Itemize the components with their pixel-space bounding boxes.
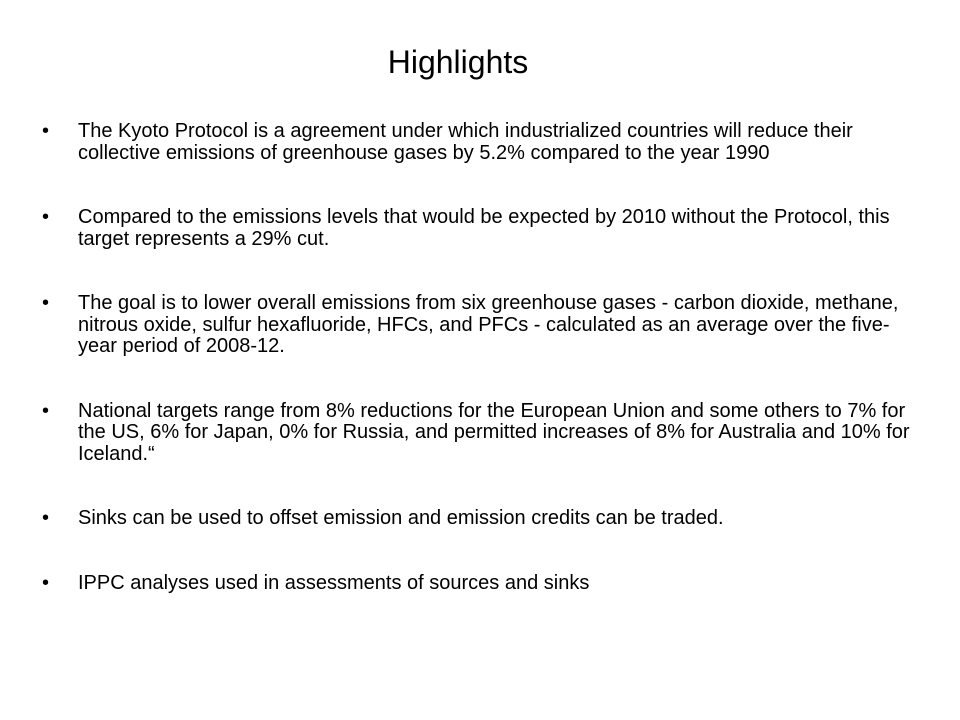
bullet-item xyxy=(42,293,912,358)
bullet-item xyxy=(42,508,912,530)
bullet-item xyxy=(42,401,912,466)
bullet-text: Compared to the emissions levels that would be expected by 2010 without the Protocol, this target represents a 29% cut. xyxy=(78,206,890,250)
bullet-text: The goal is to lower overall emissions from six greenhouse gases - carbon dioxide, methane, nitrous oxide, sulfur hexafluoride, HFCs, and PFCs - calculated as an average over the five-year period of 2008-12. xyxy=(78,292,899,357)
bullet-text: IPPC analyses used in assessments of sources and sinks xyxy=(78,571,590,594)
bullet-icon: • xyxy=(42,120,50,142)
bullet-icon: • xyxy=(42,206,50,228)
bullet-icon: • xyxy=(42,571,50,594)
slide-title: Highlights xyxy=(387,44,529,80)
bullet-item xyxy=(42,121,912,164)
bullet-icon: • xyxy=(42,399,50,422)
bullet-text: Sinks can be used to offset emission and emission credits can be traded. xyxy=(78,507,724,529)
bullet-text: The Kyoto Protocol is a agreement under which industrialized countries will reduce their collective emissions of greenhouse gases by 5.2% compared to the year 1990 xyxy=(78,120,853,164)
bullet-item xyxy=(42,573,912,595)
bullet-text: National targets range from 8% reductions for the European Union and some others to 7% for the US, 6% for Japan, 0% for Russia, and permitted increases of 8% for Australia and 10% for Iceland.“ xyxy=(78,399,910,465)
bullet-item xyxy=(42,207,912,250)
bullet-icon: • xyxy=(42,507,50,529)
bullet-list xyxy=(42,121,912,637)
bullet-icon: • xyxy=(42,292,50,314)
